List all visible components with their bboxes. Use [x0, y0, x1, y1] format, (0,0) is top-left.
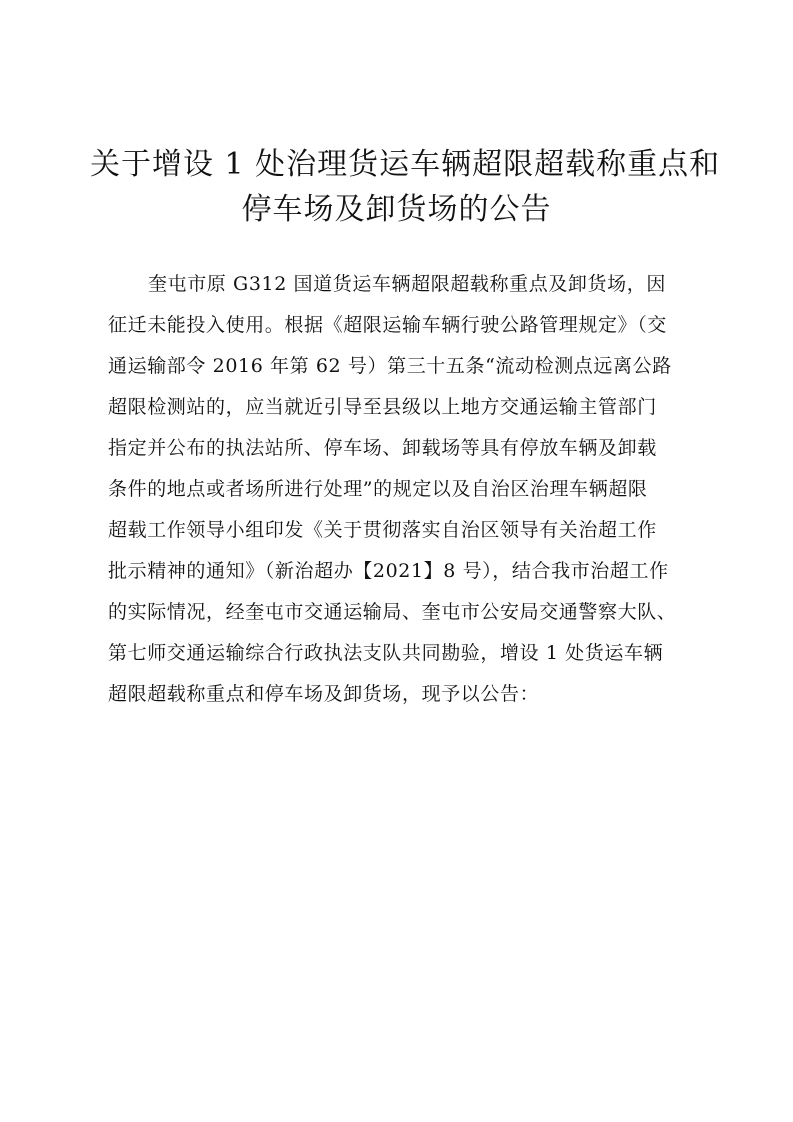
body-line: 批示精神的通知》（新治超办【2021】8 号），结合我市治超工作	[108, 560, 669, 582]
body-line: 条件的地点或者场所进行处理”的规定以及自治区治理车辆超限	[108, 478, 648, 500]
title-line-1: 关于增设 1 处治理货运车辆超限超载称重点和	[90, 147, 721, 182]
body-line: 第七师交通运输综合行政执法支队共同勘验，增设 1 处货运车辆	[108, 642, 664, 664]
body-line: 超限检测站的，应当就近引导至县级以上地方交通运输主管部门	[108, 396, 657, 418]
body-line: 超限超载称重点和停车场及卸货场，现予以公告：	[108, 683, 540, 705]
title-line-2: 停车场及卸货场的公告	[241, 192, 552, 227]
document-title	[90, 142, 721, 232]
body-line: 超载工作领导小组印发《关于贯彻落实自治区领导有关治超工作	[108, 519, 657, 541]
document-body	[108, 264, 693, 715]
body-line: 征迁未能投入使用。根据《超限运输车辆行驶公路管理规定》（交	[108, 314, 667, 336]
body-line: 奎屯市原 G312 国道货运车辆超限超载称重点及卸货场，因	[148, 273, 666, 295]
body-line: 通运输部令 2016 年第 62 号）第三十五条“流动检测点远离公路	[108, 355, 672, 377]
body-line: 指定并公布的执法站所、停车场、卸载场等具有停放车辆及卸载	[108, 437, 657, 459]
body-line: 的实际情况，经奎屯市交通运输局、奎屯市公安局交通警察大队、	[108, 601, 677, 623]
